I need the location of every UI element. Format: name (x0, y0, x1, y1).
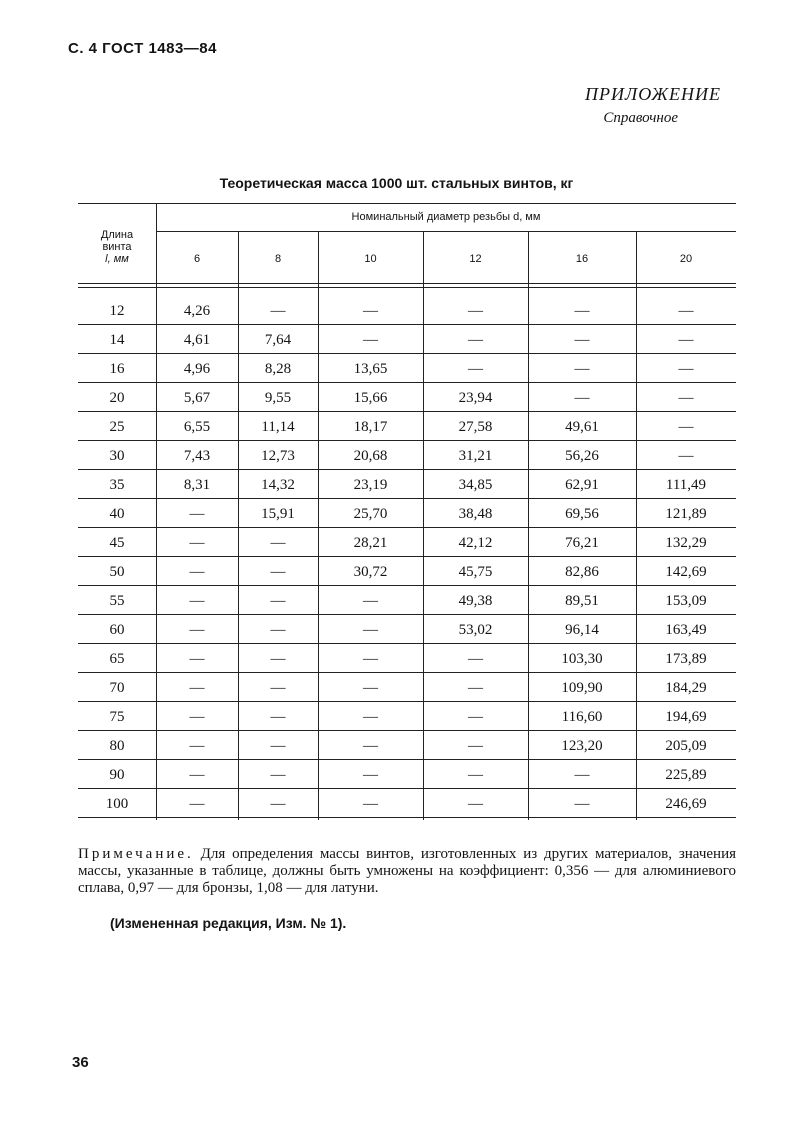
note-label: Примечание. (78, 846, 194, 862)
mass-cell: 82,86 (565, 564, 599, 580)
appendix-subtitle: Справочное (603, 110, 678, 126)
mass-cell: — (189, 535, 205, 551)
mass-cell: 173,89 (665, 651, 707, 667)
row-length: 20 (109, 390, 125, 406)
row-rule (78, 498, 736, 499)
mass-cell: 53,02 (458, 622, 493, 638)
mass-cell: — (468, 796, 483, 812)
note-text: Для определения массы винтов, изготовленных из других материалов, значения массы, указанные в таблице, должны быть умножены на коэффициент: 0,356 — для алюминиевого сплава, 0,97 — для бронзы, 1,08 — для латуни. (78, 846, 736, 896)
header-bottom-rule-double (78, 287, 736, 288)
mass-cell: — (468, 303, 483, 319)
row-length: 16 (109, 361, 125, 377)
row-rule (78, 324, 736, 325)
mass-cell: — (270, 651, 286, 667)
appendix-title: ПРИЛОЖЕНИЕ (585, 84, 721, 104)
mass-cell: — (189, 738, 205, 754)
row-length: 50 (109, 564, 125, 580)
row-rule (78, 759, 736, 760)
row-rule (78, 411, 736, 412)
mass-cell: — (468, 651, 483, 667)
mass-cell: — (363, 622, 378, 638)
mass-cell: 42,12 (458, 535, 493, 551)
mass-cell: 9,55 (264, 390, 292, 406)
mass-cell: 132,29 (665, 535, 707, 551)
row-rule (78, 788, 736, 789)
table-caption: Теоретическая масса 1000 шт. стальных винтов, кг (219, 175, 574, 191)
mass-cell: — (468, 738, 483, 754)
mass-cell: 34,85 (458, 477, 493, 493)
mass-cell: — (189, 651, 205, 667)
row-rule (78, 817, 736, 818)
mass-cell: — (363, 332, 378, 348)
mass-cell: 103,30 (561, 651, 603, 667)
diameter-col-header: 6 (193, 253, 201, 265)
mass-cell: — (363, 680, 378, 696)
page-number: 36 (72, 1054, 89, 1071)
length-header-line: винта (102, 241, 132, 253)
mass-cell: 7,43 (183, 448, 211, 464)
mass-cell: — (270, 767, 286, 783)
row-rule (78, 382, 736, 383)
diameter-col-header: 12 (469, 253, 482, 265)
mass-cell: — (270, 622, 286, 638)
mass-cell: — (574, 361, 590, 377)
row-rule (78, 440, 736, 441)
table-top-rule (78, 203, 736, 204)
mass-cell: — (363, 593, 378, 609)
row-length: 65 (109, 651, 125, 667)
row-length: 25 (109, 419, 125, 435)
mass-cell: 7,64 (264, 332, 292, 348)
row-length: 80 (109, 738, 125, 754)
mass-cell: — (270, 303, 286, 319)
row-rule (78, 672, 736, 673)
mass-cell: 23,19 (353, 477, 388, 493)
mass-cell: — (678, 390, 694, 406)
mass-cell: — (270, 564, 286, 580)
mass-cell: — (468, 361, 483, 377)
length-header (78, 229, 156, 265)
mass-cell: — (678, 419, 694, 435)
mass-cell: — (270, 535, 286, 551)
mass-cell: 15,66 (353, 390, 388, 406)
row-rule (78, 556, 736, 557)
mass-cell: 11,14 (261, 419, 295, 435)
mass-cell: — (678, 361, 694, 377)
page-header: С. 4 ГОСТ 1483—84 (68, 40, 217, 57)
row-length: 70 (109, 680, 125, 696)
revision-note: (Измененная редакция, Изм. № 1). (110, 915, 347, 931)
mass-cell: — (189, 622, 205, 638)
mass-cell: — (189, 796, 205, 812)
header-bottom-rule (78, 283, 736, 284)
mass-cell: 184,29 (665, 680, 707, 696)
mass-cell: 4,61 (183, 332, 211, 348)
mass-cell: 56,26 (565, 448, 599, 464)
mass-cell: 62,91 (565, 477, 599, 493)
mass-table (78, 203, 736, 829)
mass-cell: — (363, 738, 378, 754)
row-rule (78, 730, 736, 731)
mass-cell: 116,60 (561, 709, 603, 725)
mass-cell: — (189, 709, 205, 725)
mass-cell: 163,49 (665, 622, 707, 638)
mass-cell: — (270, 796, 286, 812)
row-length: 55 (109, 593, 125, 609)
mass-cell: 18,17 (353, 419, 388, 435)
mass-cell: — (574, 767, 590, 783)
mass-cell: 28,21 (353, 535, 388, 551)
mass-cell: 25,70 (353, 506, 388, 522)
diameter-header-rule (156, 231, 736, 232)
row-length: 60 (109, 622, 125, 638)
diameter-col-header: 10 (364, 253, 377, 265)
mass-cell: 76,21 (565, 535, 599, 551)
mass-cell: — (189, 564, 205, 580)
mass-cell: 246,69 (665, 796, 707, 812)
mass-cell: 4,26 (183, 303, 211, 319)
mass-cell: — (574, 303, 590, 319)
mass-cell: 142,69 (665, 564, 707, 580)
mass-cell: — (363, 303, 378, 319)
mass-cell: 6,55 (183, 419, 211, 435)
row-length: 90 (109, 767, 125, 783)
mass-cell: — (468, 709, 483, 725)
mass-cell: — (574, 796, 590, 812)
mass-cell: 49,61 (565, 419, 599, 435)
mass-cell: — (678, 332, 694, 348)
mass-cell: — (678, 303, 694, 319)
mass-cell: — (270, 680, 286, 696)
mass-cell: — (270, 593, 286, 609)
row-rule (78, 469, 736, 470)
row-length: 14 (109, 332, 125, 348)
mass-cell: — (270, 738, 286, 754)
mass-cell: 13,65 (353, 361, 388, 377)
mass-cell: 27,58 (458, 419, 493, 435)
mass-cell: 15,91 (261, 506, 295, 522)
mass-cell: — (678, 448, 694, 464)
mass-cell: 8,31 (183, 477, 211, 493)
diameter-col-header: 8 (274, 253, 282, 265)
row-length: 30 (109, 448, 125, 464)
mass-cell: 96,14 (565, 622, 599, 638)
mass-cell: 5,67 (183, 390, 211, 406)
row-rule (78, 614, 736, 615)
row-rule (78, 527, 736, 528)
row-rule (78, 585, 736, 586)
row-length: 35 (109, 477, 125, 493)
mass-cell: 4,96 (183, 361, 211, 377)
mass-cell: — (363, 651, 378, 667)
mass-cell: 205,09 (665, 738, 707, 754)
mass-cell: — (189, 767, 205, 783)
mass-cell: — (270, 709, 286, 725)
row-rule (78, 353, 736, 354)
table-note (78, 846, 736, 897)
mass-cell: 109,90 (561, 680, 603, 696)
row-length: 40 (109, 506, 125, 522)
mass-cell: 20,68 (353, 448, 388, 464)
mass-cell: 45,75 (458, 564, 493, 580)
length-header-line: l, мм (105, 253, 129, 265)
length-header-line: Длина (100, 229, 134, 241)
diameter-header: Номинальный диаметр резьбы d, мм (351, 211, 541, 223)
mass-cell: — (468, 767, 483, 783)
mass-cell: 123,20 (561, 738, 603, 754)
mass-cell: 30,72 (353, 564, 388, 580)
mass-cell: 49,38 (458, 593, 493, 609)
mass-cell: 153,09 (665, 593, 707, 609)
mass-cell: 69,56 (565, 506, 599, 522)
mass-cell: 31,21 (458, 448, 493, 464)
mass-cell: — (363, 767, 378, 783)
mass-cell: 8,28 (264, 361, 292, 377)
mass-cell: 89,51 (565, 593, 599, 609)
mass-cell: — (189, 593, 205, 609)
mass-cell: 111,49 (665, 477, 707, 493)
row-length: 75 (109, 709, 125, 725)
mass-cell: — (189, 506, 205, 522)
mass-cell: 225,89 (665, 767, 707, 783)
mass-cell: — (468, 332, 483, 348)
row-length: 100 (105, 796, 129, 812)
mass-cell: — (468, 680, 483, 696)
mass-cell: 38,48 (458, 506, 493, 522)
mass-cell: — (574, 390, 590, 406)
mass-cell: 23,94 (458, 390, 493, 406)
mass-cell: — (363, 709, 378, 725)
row-rule (78, 643, 736, 644)
diameter-col-header: 16 (575, 253, 589, 265)
row-rule (78, 701, 736, 702)
mass-cell: 121,89 (665, 506, 707, 522)
mass-cell: — (574, 332, 590, 348)
mass-cell: — (363, 796, 378, 812)
mass-cell: 12,73 (261, 448, 295, 464)
mass-cell: — (189, 680, 205, 696)
mass-cell: 194,69 (665, 709, 707, 725)
mass-cell: 14,32 (261, 477, 295, 493)
row-length: 12 (109, 303, 125, 319)
row-length: 45 (109, 535, 125, 551)
diameter-col-header: 20 (679, 253, 693, 265)
